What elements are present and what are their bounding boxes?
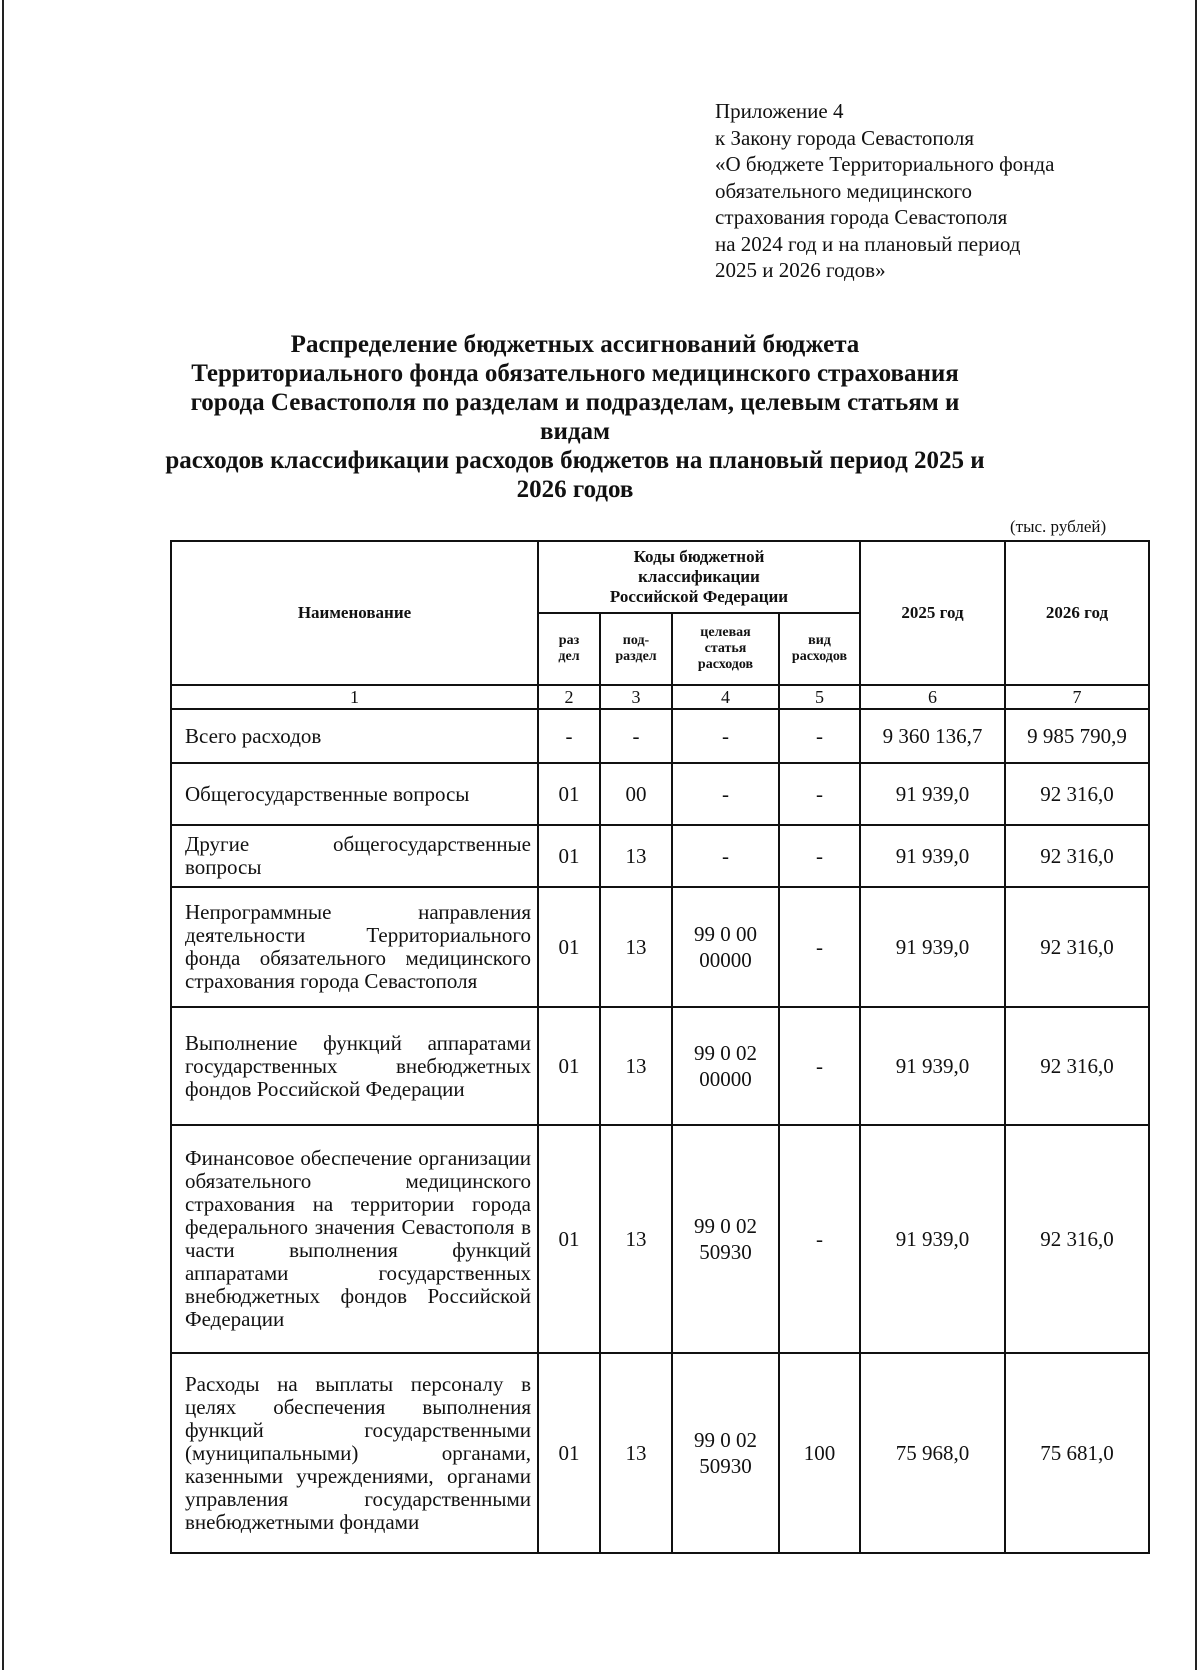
- row-value-2026: 9 985 790,9: [1005, 709, 1149, 763]
- page-frame-right: [1195, 0, 1197, 1670]
- row-article: -: [672, 763, 779, 825]
- header-razdel-line: дел: [558, 649, 580, 664]
- column-number: 3: [600, 685, 672, 709]
- row-value-2025: 91 939,0: [860, 887, 1005, 1007]
- row-podrazdel: 00: [600, 763, 672, 825]
- title-line: Территориального фонда обязательного медицинского страхования: [191, 360, 959, 387]
- row-podrazdel: 13: [600, 1353, 672, 1553]
- table-row: [171, 825, 1149, 887]
- column-number: 1: [171, 685, 538, 709]
- header-razdel: [538, 613, 600, 685]
- row-value-2026: 92 316,0: [1005, 887, 1149, 1007]
- header-razdel-line: раз: [558, 633, 580, 648]
- row-article: 99 0 02 50930: [672, 1353, 779, 1553]
- row-name: Непрограммные направления деятельности Территориального фонда обязательного медицинского страхования города Севастополя: [171, 887, 538, 1007]
- row-vid: -: [779, 1125, 860, 1353]
- row-podrazdel: 13: [600, 887, 672, 1007]
- header-vid-line: расходов: [791, 649, 848, 664]
- row-name: Расходы на выплаты персоналу в целях обеспечения выполнения функций государственными (муниципальными) органами, казенными учреждениями, органами управления государственными внебюджетными фондами: [171, 1353, 538, 1553]
- header-article-line: целевая: [700, 625, 751, 640]
- row-value-2025: 9 360 136,7: [860, 709, 1005, 763]
- budget-table: [170, 540, 1150, 1554]
- row-vid: -: [779, 825, 860, 887]
- column-number: 2: [538, 685, 600, 709]
- column-number: 4: [672, 685, 779, 709]
- row-vid: 100: [779, 1353, 860, 1553]
- page-frame-left: [2, 0, 4, 1670]
- row-value-2025: 75 968,0: [860, 1353, 1005, 1553]
- column-numbers-row: [171, 685, 1149, 709]
- appendix-line: на 2024 год и на плановый период: [715, 231, 1021, 256]
- table-row: [171, 887, 1149, 1007]
- column-number: 6: [860, 685, 1005, 709]
- row-razdel: 01: [538, 1353, 600, 1553]
- row-vid: -: [779, 1007, 860, 1125]
- appendix-line: обязательного медицинского: [715, 178, 973, 203]
- row-value-2026: 75 681,0: [1005, 1353, 1149, 1553]
- title-line: Распределение бюджетных ассигнований бюджета: [290, 331, 860, 358]
- appendix-header: [715, 98, 1054, 284]
- row-name: Общегосударственные вопросы: [171, 763, 538, 825]
- row-razdel: 01: [538, 763, 600, 825]
- appendix-line: 2025 и 2026 годов»: [715, 258, 886, 282]
- row-value-2025: 91 939,0: [860, 825, 1005, 887]
- row-article: -: [672, 709, 779, 763]
- header-podrazdel-line: под-: [622, 633, 650, 648]
- column-number: 5: [779, 685, 860, 709]
- row-podrazdel: 13: [600, 1125, 672, 1353]
- header-article-line: расходов: [697, 657, 754, 672]
- appendix-line: к Закону города Севастополя: [715, 125, 975, 150]
- row-name: Всего расходов: [171, 709, 538, 763]
- row-razdel: 01: [538, 887, 600, 1007]
- row-razdel: 01: [538, 1125, 600, 1353]
- row-article: -: [672, 825, 779, 887]
- row-value-2026: 92 316,0: [1005, 825, 1149, 887]
- row-name: Другие общегосударственные вопросы: [171, 825, 538, 887]
- table-row: [171, 709, 1149, 763]
- table-row: [171, 1353, 1149, 1553]
- appendix-line: страхования города Севастополя: [715, 205, 1008, 229]
- header-2025: 2025 год: [860, 541, 1005, 685]
- row-value-2025: 91 939,0: [860, 763, 1005, 825]
- row-razdel: 01: [538, 825, 600, 887]
- header-2026: 2026 год: [1005, 541, 1149, 685]
- header-vid: [779, 613, 860, 685]
- header-codes-line: Коды бюджетной: [633, 547, 765, 566]
- appendix-line: Приложение 4: [715, 99, 844, 123]
- row-razdel: -: [538, 709, 600, 763]
- row-value-2026: 92 316,0: [1005, 1007, 1149, 1125]
- header-codes-group: [538, 541, 860, 613]
- title-line: 2026 годов: [516, 476, 634, 503]
- header-article: [672, 613, 779, 685]
- row-vid: -: [779, 709, 860, 763]
- row-name: Выполнение функций аппаратами государственных внебюджетных фондов Российской Федерации: [171, 1007, 538, 1125]
- header-article-line: статья: [704, 641, 747, 656]
- header-row: [171, 541, 1149, 613]
- row-vid: -: [779, 763, 860, 825]
- row-podrazdel: -: [600, 709, 672, 763]
- row-value-2025: 91 939,0: [860, 1007, 1005, 1125]
- row-name: Финансовое обеспечение организации обязательного медицинского страхования на территории города федерального значения Севастополя в части выполнения функций аппаратами государственных внебюджетных фондов Российской Федерации: [171, 1125, 538, 1353]
- header-codes-line: классификации: [638, 567, 760, 586]
- row-value-2026: 92 316,0: [1005, 1125, 1149, 1353]
- row-vid: -: [779, 887, 860, 1007]
- header-codes-line: Российской Федерации: [609, 587, 789, 606]
- header-vid-line: вид: [808, 633, 831, 648]
- table-row: [171, 1125, 1149, 1353]
- row-article: 99 0 02 50930: [672, 1125, 779, 1353]
- row-article: 99 0 00 00000: [672, 887, 779, 1007]
- document-title: [160, 330, 990, 504]
- appendix-line: «О бюджете Территориального фонда: [715, 152, 1055, 176]
- header-podrazdel-line: раздел: [615, 649, 657, 664]
- row-value-2026: 92 316,0: [1005, 763, 1149, 825]
- units-label: (тыс. рублей): [1010, 517, 1107, 536]
- row-razdel: 01: [538, 1007, 600, 1125]
- title-line: расходов классификации расходов бюджетов на плановый период 2025 и: [165, 447, 985, 474]
- row-article: 99 0 02 00000: [672, 1007, 779, 1125]
- table-row: [171, 763, 1149, 825]
- column-number: 7: [1005, 685, 1149, 709]
- title-line: города Севастополя по разделам и подразделам, целевым статьям и видам: [190, 389, 960, 445]
- row-value-2025: 91 939,0: [860, 1125, 1005, 1353]
- header-podrazdel: [600, 613, 672, 685]
- header-name: Наименование: [171, 541, 538, 685]
- table-row: [171, 1007, 1149, 1125]
- row-podrazdel: 13: [600, 825, 672, 887]
- row-podrazdel: 13: [600, 1007, 672, 1125]
